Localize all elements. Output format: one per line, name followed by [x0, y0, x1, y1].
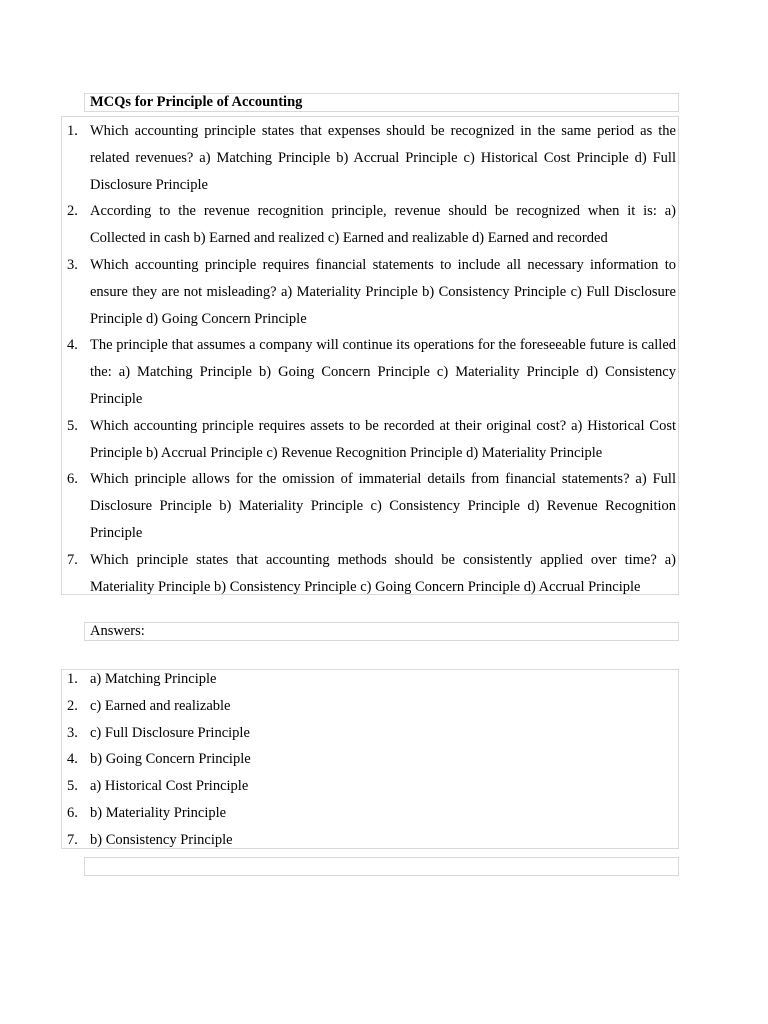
answer-item: [62, 827, 678, 854]
answer-item: [62, 746, 678, 773]
answer-item: [62, 773, 678, 800]
answer-text: b) Consistency Principle: [90, 831, 233, 848]
answers-list: [62, 666, 678, 854]
question-number: 3.: [67, 256, 78, 273]
question-number: 2.: [67, 203, 78, 220]
answer-number: 2.: [67, 697, 78, 714]
question-item: [62, 547, 678, 601]
question-number: 4.: [67, 337, 78, 354]
question-item: [62, 252, 678, 332]
answer-text: c) Earned and realizable: [90, 697, 231, 714]
answer-item: [62, 800, 678, 827]
answer-item: [62, 720, 678, 747]
question-text: According to the revenue recognition principle, revenue should be recognized when it is: a) Collected in cash b) Earned and realized c) Earned and realizable d) Earned and recorded: [90, 203, 676, 247]
answer-number: 5.: [67, 778, 78, 795]
question-text: Which principle states that accounting methods should be consistently applied over time? a) Materiality Principle b) Consistency Principle c) Going Concern Principle d) Accrual Principle: [90, 551, 676, 595]
question-number: 5.: [67, 417, 78, 434]
question-text: Which accounting principle requires assets to be recorded at their original cost? a) Historical Cost Principle b) Accrual Principle c) Revenue Recognition Principle d) Materiality Principle: [90, 417, 676, 461]
document-title: MCQs for Principle of Accounting: [90, 94, 303, 110]
question-number: 6.: [67, 471, 78, 488]
answers-heading: Answers:: [90, 623, 145, 639]
question-number: 7.: [67, 551, 78, 568]
answer-text: b) Going Concern Principle: [90, 751, 251, 768]
question-number: 1.: [67, 123, 78, 139]
answer-number: 1.: [67, 671, 78, 687]
answer-text: b) Materiality Principle: [90, 804, 227, 821]
answer-number: 3.: [67, 724, 78, 741]
question-item: [62, 466, 678, 546]
answer-text: a) Matching Principle: [90, 671, 217, 687]
answers-heading-frame: [84, 622, 679, 641]
answer-number: 7.: [67, 831, 78, 848]
question-text: Which accounting principle requires financial statements to include all necessary information to ensure they are not misleading? a) Materiality Principle b) Consistency Principle c) Full Disclosure Principle d) Going Concern Principle: [90, 256, 676, 327]
question-text: Which accounting principle states that expenses should be recognized in the same period as the related revenues? a) Matching Principle b) Accrual Principle c) Historical Cost Principle d) Full Disclosure Principle: [90, 123, 676, 193]
answer-text: c) Full Disclosure Principle: [90, 724, 250, 741]
question-text: The principle that assumes a company will continue its operations for the foreseeable future is called the: a) Matching Principle b) Going Concern Principle c) Materiality Principle d) Consistency Principle: [90, 337, 676, 407]
questions-list: [62, 118, 678, 600]
question-item: [62, 198, 678, 252]
answer-item: [62, 693, 678, 720]
questions-frame: [61, 116, 679, 595]
answer-number: 6.: [67, 804, 78, 821]
question-item: [62, 413, 678, 467]
question-item: [62, 332, 678, 412]
answer-item: [62, 666, 678, 693]
answer-text: a) Historical Cost Principle: [90, 778, 249, 795]
empty-paragraph-frame: [84, 857, 679, 876]
answer-number: 4.: [67, 751, 78, 768]
question-item: [62, 118, 678, 198]
answers-frame: [61, 669, 679, 849]
question-text: Which principle allows for the omission of immaterial details from financial statements? a) Full Disclosure Principle b) Materiality Principle c) Consistency Principle d) Revenue Recognition Principle: [90, 471, 676, 541]
